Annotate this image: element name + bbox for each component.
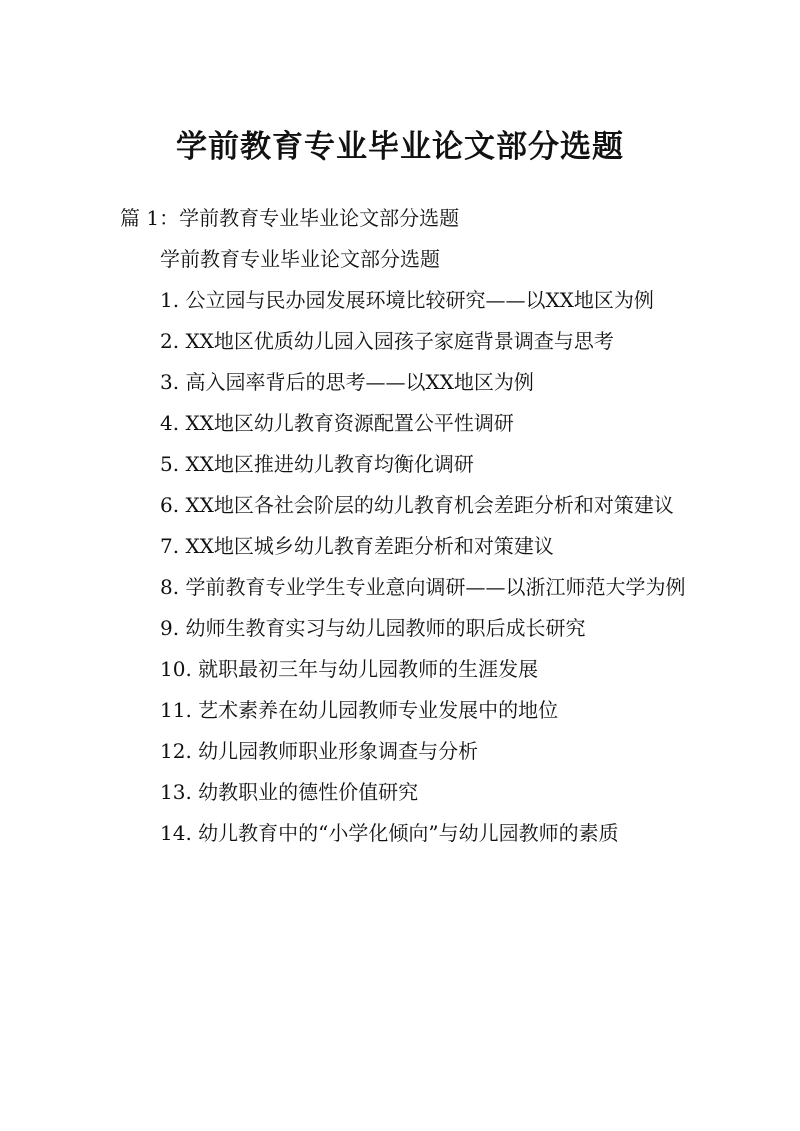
topic-item: 6. XX地区各社会阶层的幼儿教育机会差距分析和对策建议 xyxy=(160,493,674,517)
topic-item: 9. 幼师生教育实习与幼儿园教师的职后成长研究 xyxy=(160,616,586,640)
topic-item: 3. 高入园率背后的思考——以XX地区为例 xyxy=(160,370,534,394)
topic-item: 8. 学前教育专业学生专业意向调研——以浙江师范大学为例 xyxy=(160,575,686,599)
topic-item: 2. XX地区优质幼儿园入园孩子家庭背景调查与思考 xyxy=(160,329,614,353)
topic-item: 7. XX地区城乡幼儿教育差距分析和对策建议 xyxy=(160,534,554,558)
topic-item: 11. 艺术素养在幼儿园教师专业发展中的地位 xyxy=(160,698,559,722)
topic-item: 4. XX地区幼儿教育资源配置公平性调研 xyxy=(160,411,514,435)
document-title: 学前教育专业毕业论文部分选题 xyxy=(176,129,624,165)
topic-item: 5. XX地区推进幼儿教育均衡化调研 xyxy=(160,452,474,476)
topic-item: 10. 就职最初三年与幼儿园教师的生涯发展 xyxy=(160,657,539,681)
document-body xyxy=(120,198,690,854)
topic-item: 13. 幼教职业的德性价值研究 xyxy=(160,780,419,804)
subheading: 学前教育专业毕业论文部分选题 xyxy=(160,247,440,271)
topic-item: 1. 公立园与民办园发展环境比较研究——以XX地区为例 xyxy=(160,288,654,312)
topic-item: 14. 幼儿教育中的“小学化倾向”与幼儿园教师的素质 xyxy=(160,821,619,845)
section-heading: 篇 1：学前教育专业毕业论文部分选题 xyxy=(120,206,460,230)
topic-item: 12. 幼儿园教师职业形象调查与分析 xyxy=(160,739,479,763)
